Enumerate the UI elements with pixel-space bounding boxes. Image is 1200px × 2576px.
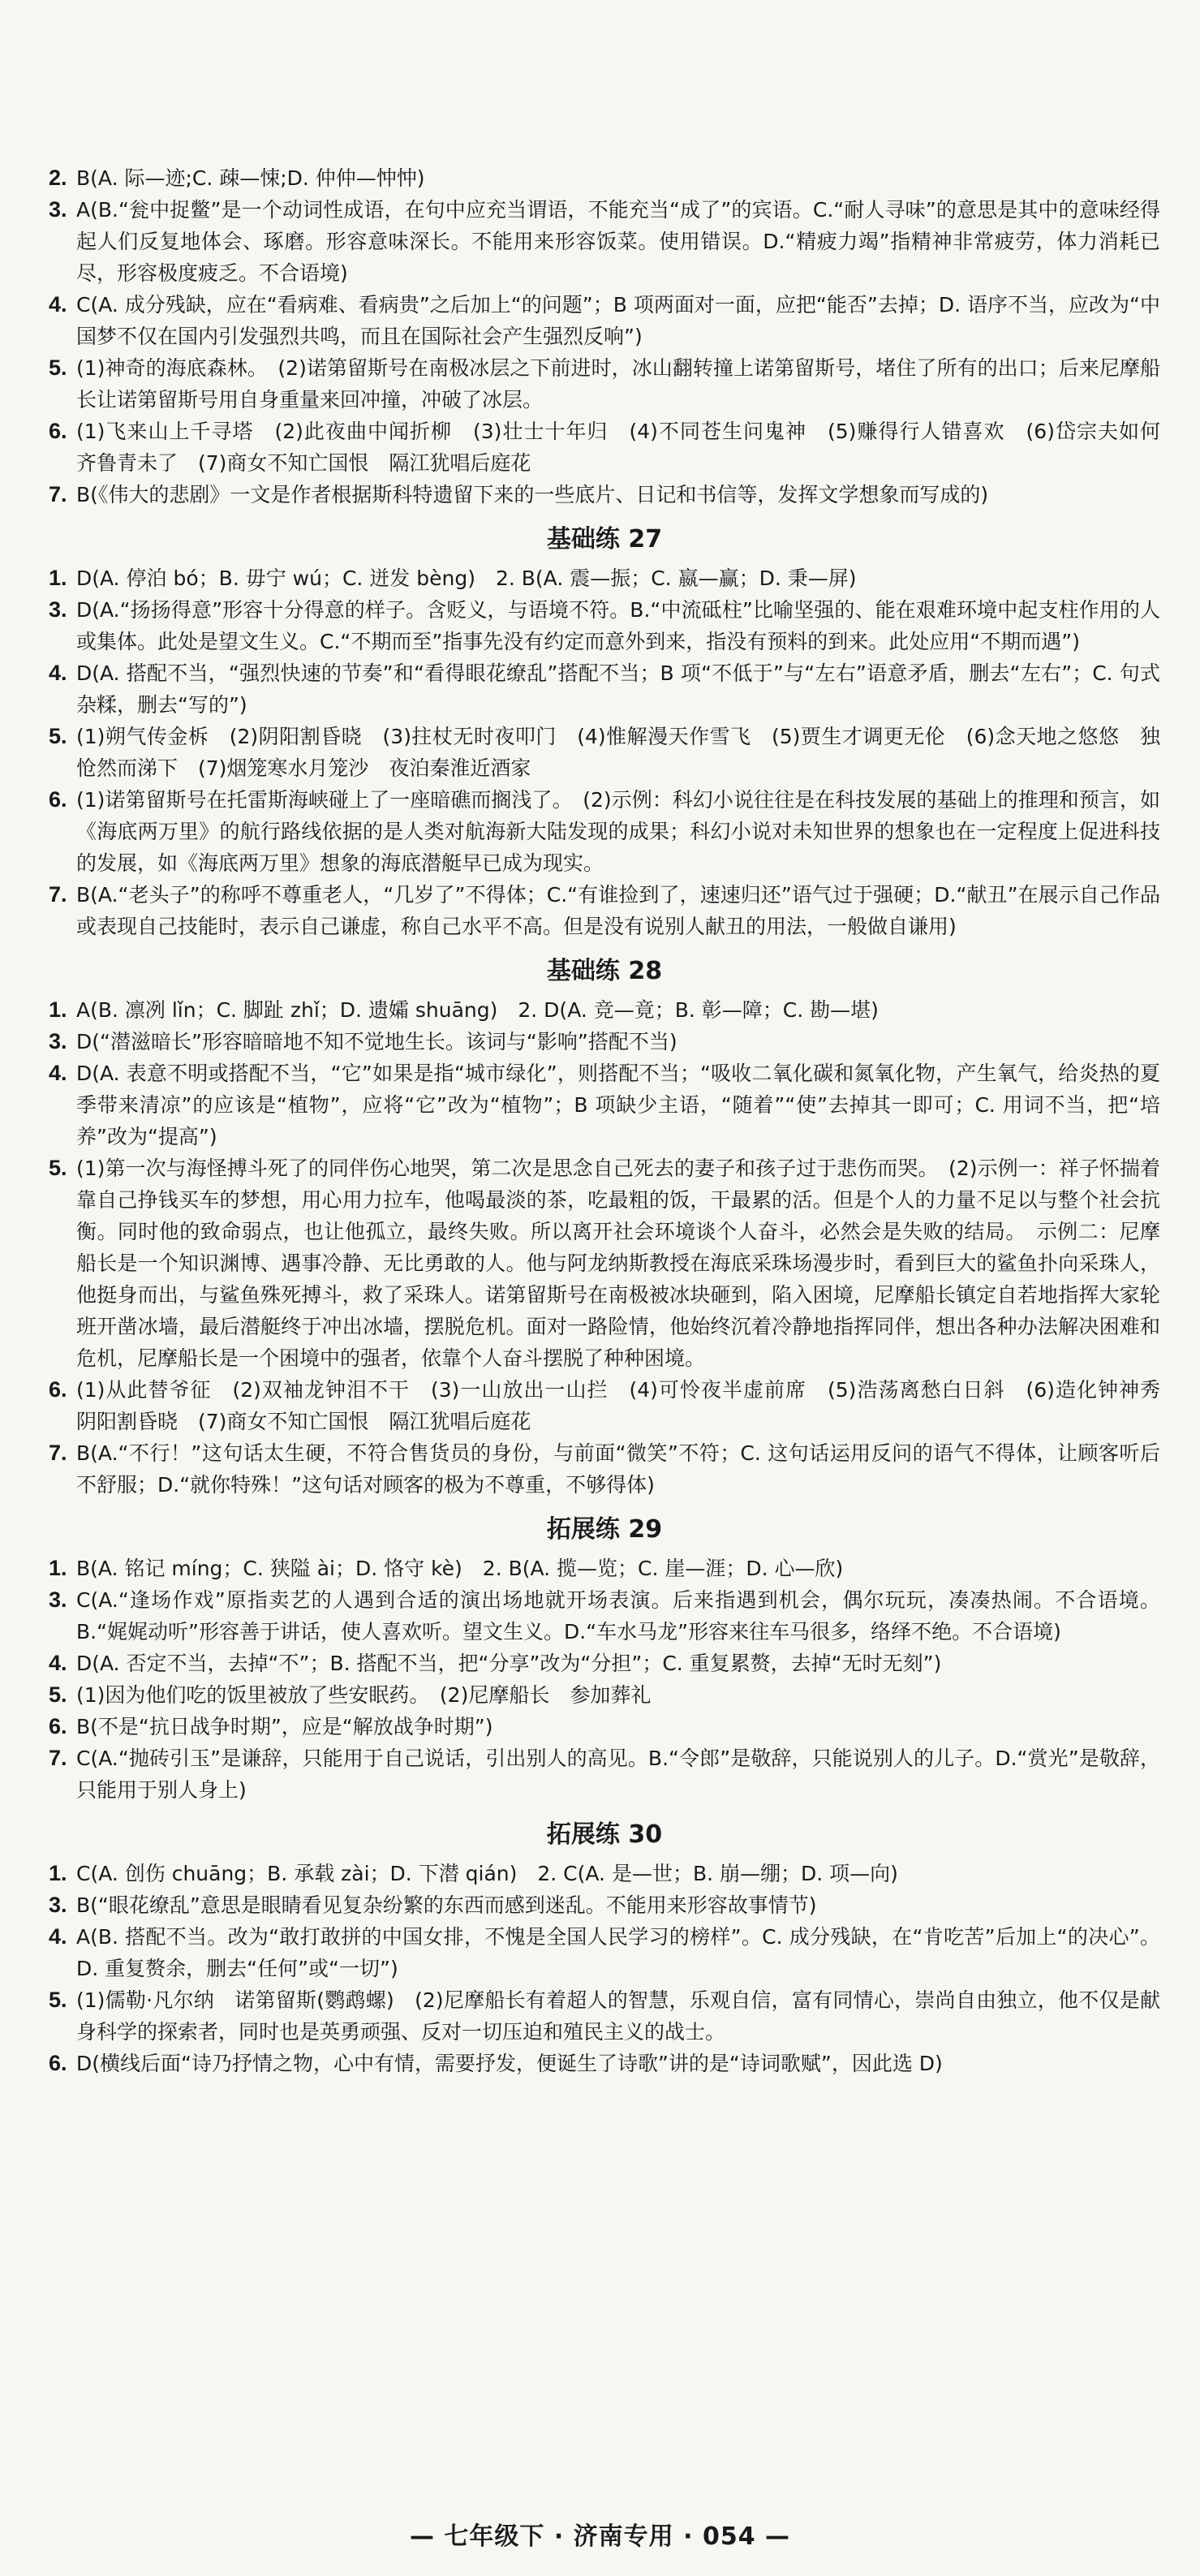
item-number: 7.	[49, 1441, 67, 1465]
answer-page	[49, 162, 1181, 2079]
item-number: 3.	[49, 1029, 67, 1053]
item-number: 3.	[49, 1587, 67, 1612]
item-number: 6.	[49, 1714, 67, 1738]
list-item	[49, 1921, 1160, 1984]
item-text: B(不是“抗日战争时期”，应是“解放战争时期”)	[76, 1715, 493, 1738]
item-text: D(横线后面“诗乃抒情之物，心中有情，需要抒发，便诞生了诗歌”讲的是“诗词歌赋”，因此选 D)	[76, 2052, 943, 2075]
list-item	[49, 879, 1160, 942]
item-text: (1)朔气传金柝 (2)阴阳割昏晓 (3)拄杖无时夜叩门 (4)惟解漫天作雪飞 (5)贾生才调更无伦 (6)念天地之悠悠 独怆然而涕下 (7)烟笼寒水月笼沙 夜泊秦淮近酒家	[76, 725, 1160, 780]
list-item	[49, 1889, 1160, 1921]
item-number: 2.	[49, 166, 67, 190]
list-item	[49, 657, 1160, 721]
list-item	[49, 1058, 1160, 1152]
item-number: 4.	[49, 292, 67, 317]
item-number: 1.	[49, 997, 67, 1022]
item-number: 6.	[49, 419, 67, 443]
list-item	[49, 1679, 1160, 1711]
list-item	[49, 994, 1160, 1026]
item-text: B(A. 际—迹;C. 疎—悚;D. 仲仲—忡忡)	[76, 166, 425, 190]
item-text: B(A.“不行！”这句话太生硬，不符合售货员的身份，与前面“微笑”不符；C. 这句话运用反问的语气不得体，让顾客听后不舒服；D.“就你特殊！”这句话对顾客的极为不尊重，不够得体)	[76, 1441, 1160, 1497]
item-number: 1.	[49, 1556, 67, 1580]
list-item	[49, 1858, 1160, 1889]
list-item	[49, 1984, 1160, 2048]
list-item	[49, 1584, 1160, 1648]
item-text: (1)第一次与海怪搏斗死了的同伴伤心地哭，第二次是思念自己死去的妻子和孩子过于悲伤而哭。 (2)示例一：祥子怀揣着靠自己挣钱买车的梦想，用心用力拉车，他喝最淡的茶，吃最粗的饭，干最累的活。但是个人的力量不足以与整个社会抗衡。同时他的致命弱点，也让他孤立，最终失败。所以离开社会环境谈个人奋斗，必然会是失败的结局。 示例二：尼摩船长是一个知识渊博、遇事冷静、无比勇敢的人。他与阿龙纳斯教授在海底采珠场漫步时，看到巨大的鲨鱼扑向采珠人，他挺身而出，与鲨鱼殊死搏斗，救了采珠人。诺第留斯号在南极被冰块砸到，陷入困境，尼摩船长镇定自若地指挥大家轮班开凿冰墙，最后潜艇终于冲出冰墙，摆脱危机。面对一路险情，他始终沉着冷静地指挥同伴，想出各种办法解决困难和危机，尼摩船长是一个困境中的强者，依靠个人奋斗摆脱了种种困境。	[76, 1157, 1160, 1370]
item-number: 5.	[49, 1682, 67, 1707]
item-number: 6.	[49, 2051, 67, 2075]
item-text: C(A. 成分残缺，应在“看病难、看病贵”之后加上“的问题”；B 项两面对一面，应把“能否”去掉；D. 语序不当，应改为“中国梦不仅在国内引发强烈共鸣，而且在国际社会产生强烈反响”)	[76, 293, 1160, 348]
item-number: 1.	[49, 566, 67, 590]
item-number: 4.	[49, 1651, 67, 1675]
section-title: 基础练 27	[546, 525, 663, 554]
list-item	[49, 194, 1160, 289]
item-number: 7.	[49, 482, 67, 506]
list-item	[49, 721, 1160, 784]
item-text: A(B. 搭配不当。改为“敢打敢拼的中国女排，不愧是全国人民学习的榜样”。C. 成分残缺，在“肯吃苦”后加上“的决心”。D. 重复赘余，删去“任何”或“一切”)	[76, 1925, 1160, 1980]
list-item	[49, 784, 1160, 879]
list-item	[49, 1152, 1160, 1374]
item-number: 4.	[49, 1924, 67, 1949]
list-item	[49, 479, 1160, 510]
item-number: 6.	[49, 787, 67, 812]
list-item	[49, 289, 1160, 352]
item-number: 5.	[49, 355, 67, 380]
top-entries	[49, 162, 1181, 510]
item-text: (1)诺第留斯号在托雷斯海峡碰上了一座暗礁而搁浅了。 (2)示例：科幻小说往往是在科技发展的基础上的推理和预言，如《海底两万里》的航行路线依据的是人类对航海新大陆发现的成果；科幻小说对未知世界的想象也在一定程度上促进科技的发展，如《海底两万里》想象的海底潜艇早已成为现实。	[76, 788, 1160, 875]
item-number: 4.	[49, 1061, 67, 1085]
item-number: 3.	[49, 1893, 67, 1917]
item-text: C(A. 创伤 chuāng；B. 承载 zài；D. 下潜 qián) 2. C(A. 是—世；B. 崩—绷；D. 项—向)	[76, 1862, 898, 1885]
item-number: 3.	[49, 197, 67, 222]
section-title: 拓展练 30	[546, 1820, 663, 1849]
item-number: 7.	[49, 1746, 67, 1770]
list-item	[49, 594, 1160, 657]
item-text: D(“潜滋暗长”形容暗暗地不知不觉地生长。该词与“影响”搭配不当)	[76, 1030, 677, 1053]
item-text: B(A.“老头子”的称呼不尊重老人，“几岁了”不得体；C.“有谁捡到了，速速归还”语气过于强硬；D.“献丑”在展示自己作品或表现自己技能时，表示自己谦虚，称自己水平不高。但是没有说别人献丑的用法，一般做自谦用)	[76, 883, 1160, 938]
list-item	[49, 1026, 1160, 1058]
item-text: (1)飞来山上千寻塔 (2)此夜曲中闻折柳 (3)壮士十年归 (4)不同苍生问鬼神 (5)赚得行人错喜欢 (6)岱宗夫如何 齐鲁青未了 (7)商女不知亡国恨 隔江犹唱后庭花	[76, 420, 1181, 475]
item-text: B(《伟大的悲剧》一文是作者根据斯科特遗留下来的一些底片、日记和书信等，发挥文学想象而写成的)	[76, 483, 989, 506]
item-number: 3.	[49, 597, 67, 622]
item-number: 6.	[49, 1377, 67, 1402]
item-text: B(A. 铭记 míng；C. 狭隘 ài；D. 恪守 kè) 2. B(A. 揽—览；C. 崖—涯；D. 心—欣)	[76, 1557, 844, 1580]
list-item	[49, 416, 1181, 479]
item-text: D(A. 搭配不当，“强烈快速的节奏”和“看得眼花缭乱”搭配不当；B 项“不低于”与“左右”语意矛盾，删去“左右”；C. 句式杂糅，删去“写的”)	[76, 661, 1160, 717]
list-item	[49, 1711, 1160, 1742]
section-title: 拓展练 29	[546, 1515, 663, 1544]
item-text: (1)儒勒·凡尔纳 诺第留斯(鹦鹉螺) (2)尼摩船长有着超人的智慧，乐观自信，富有同情心，崇尚自由独立，他不仅是献身科学的探索者，同时也是英勇顽强、反对一切压迫和殖民主义的战士。	[76, 1988, 1160, 2044]
list-item	[49, 1437, 1160, 1501]
item-text: B(“眼花缭乱”意思是眼睛看见复杂纷繁的东西而感到迷乱。不能用来形容故事情节)	[76, 1893, 817, 1917]
list-item	[49, 1742, 1160, 1806]
item-text: A(B.“瓮中捉鳖”是一个动词性成语，在句中应充当谓语，不能充当“成了”的宾语。C.“耐人寻味”的意思是其中的意味经得起人们反复地体会、琢磨。形容意味深长。不能用来形容饭菜。使用错误。D.“精疲力竭”指精神非常疲劳，体力消耗已尽，形容极度疲乏。不合语境)	[76, 198, 1160, 285]
item-number: 5.	[49, 1156, 67, 1180]
item-text: (1)从此替爷征 (2)双袖龙钟泪不干 (3)一山放出一山拦 (4)可怜夜半虚前席 (5)浩荡离愁白日斜 (6)造化钟神秀 阴阳割昏晓 (7)商女不知亡国恨 隔江犹唱后庭花	[76, 1378, 1181, 1433]
item-text: D(A. 停泊 bó；B. 毋宁 wú；C. 迸发 bèng) 2. B(A. 震—振；C. 嬴—赢；D. 秉—屏)	[76, 566, 857, 590]
item-number: 5.	[49, 1988, 67, 2012]
item-text: A(B. 凛冽 lǐn；C. 脚趾 zhǐ；D. 遗孀 shuāng) 2. D(A. 竞—竟；B. 彰—障；C. 勘—堪)	[76, 998, 879, 1022]
item-number: 4.	[49, 661, 67, 685]
item-number: 1.	[49, 1861, 67, 1885]
item-number: 5.	[49, 724, 67, 748]
list-item	[49, 1553, 1160, 1584]
item-text: C(A.“逢场作戏”原指卖艺的人遇到合适的演出场地就开场表演。后来指遇到机会，偶尔玩玩，凑凑热闹。不合语境。B.“娓娓动听”形容善于讲话，使人喜欢听。望文生义。D.“车水马龙”形容来往车马很多，络绎不绝。不合语境)	[76, 1588, 1160, 1643]
item-text: (1)神奇的海底森林。 (2)诺第留斯号在南极冰层之下前进时，冰山翻转撞上诺第留斯号，堵住了所有的出口；后来尼摩船长让诺第留斯号用自身重量来回冲撞，冲破了冰层。	[76, 356, 1160, 411]
list-item	[49, 1648, 1160, 1679]
item-number: 7.	[49, 882, 67, 907]
item-text: (1)因为他们吃的饭里被放了些安眠药。 (2)尼摩船长 参加葬礼	[76, 1683, 652, 1707]
list-item	[49, 162, 1160, 194]
item-text: C(A.“抛砖引玉”是谦辞，只能用于自己说话，引出别人的高见。B.“令郎”是敬辞，只能说别人的儿子。D.“赏光”是敬辞，只能用于别人身上)	[76, 1747, 1160, 1802]
list-item	[49, 1374, 1181, 1437]
item-text: D(A.“扬扬得意”形容十分得意的样子。含贬义，与语境不符。B.“中流砥柱”比喻坚强的、能在艰难环境中起支柱作用的人或集体。此处是望文生义。C.“不期而至”指事先没有约定而意外到来，指没有预料的到来。此处应用“不期而遇”)	[76, 598, 1160, 653]
list-item	[49, 562, 1160, 594]
list-item	[49, 352, 1160, 416]
item-text: D(A. 否定不当，去掉“不”；B. 搭配不当，把“分享”改为“分担”；C. 重复累赘，去掉“无时无刻”)	[76, 1652, 942, 1675]
page-footer: — 七年级下 · 济南专用 · 054 —	[409, 2522, 791, 2551]
item-text: D(A. 表意不明或搭配不当，“它”如果是指“城市绿化”，则搭配不当；“吸收二氧化碳和氮氧化物，产生氧气，给炎热的夏季带来清凉”的应该是“植物”，应将“它”改为“植物”；B 项缺少主语，“随着”“使”去掉其一即可；C. 用词不当，把“培养”改为“提高”)	[76, 1062, 1160, 1148]
section-title: 基础练 28	[546, 957, 663, 985]
list-item	[49, 2048, 1160, 2079]
